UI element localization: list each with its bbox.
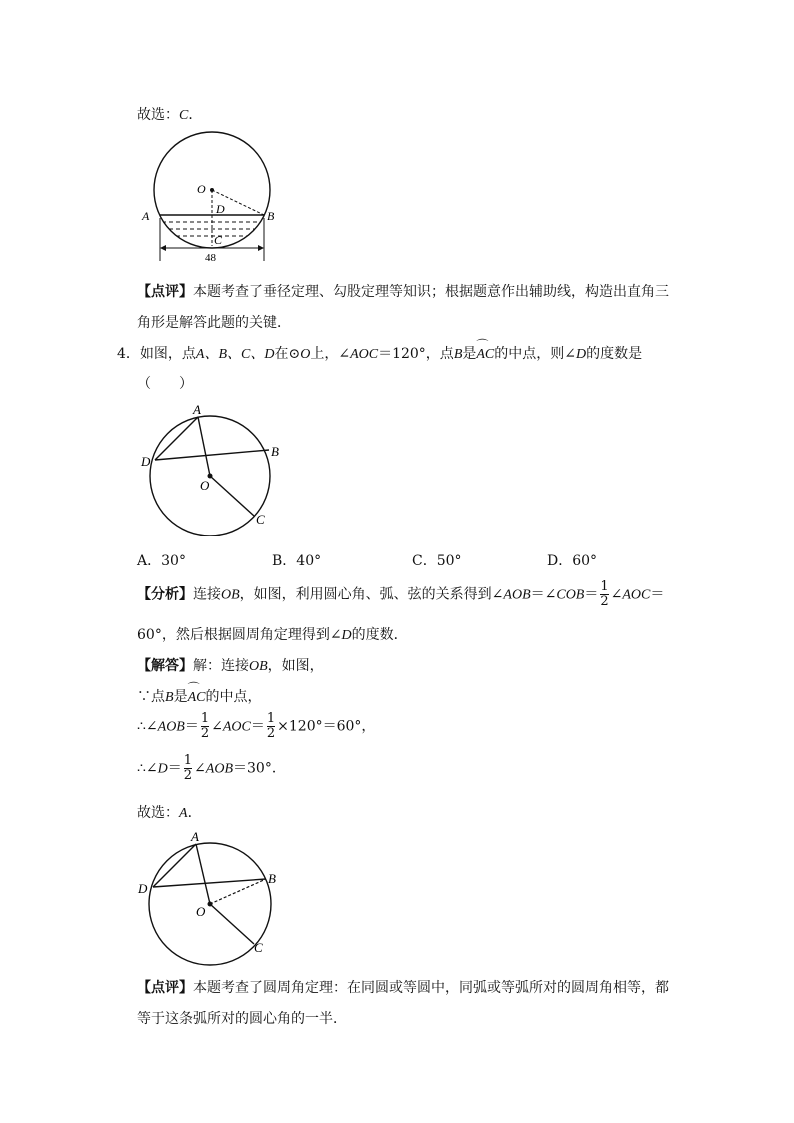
label-width: 48 xyxy=(205,252,216,264)
option-c[interactable]: C．50° xyxy=(412,553,462,569)
svg-text:A: A xyxy=(193,402,201,417)
arc-ac: ⌒ AC xyxy=(476,347,494,363)
svg-text:B: B xyxy=(271,444,279,459)
chord-ad xyxy=(155,417,198,460)
solution-answer: 故选：A． xyxy=(137,805,202,821)
radius-oa xyxy=(198,417,210,476)
figure-q4-solution xyxy=(136,826,288,966)
answer-paren: （ ） xyxy=(137,376,193,392)
prev-review-line1: 【点评】本题考查了垂径定理、勾股定理等知识；根据题意作出辅助线，构造出直角三 xyxy=(137,284,669,300)
q4-stem: 4．如图，点A、B、C、D在⊙O上，∠AOC＝120°，点B是⌒ AC的中点，则∠D的度数是 xyxy=(117,343,642,363)
prev-answer-line: 故选：C． xyxy=(137,107,203,123)
solution-line2: ∵点B是⌒ AC的中点， xyxy=(137,686,261,706)
solution-line4: ∴∠D＝ $\frac{1}{2}$ ∠AOB＝30°． xyxy=(137,753,286,783)
option-b[interactable]: B．40° xyxy=(272,553,322,569)
label-o: O xyxy=(197,182,206,196)
q4-review-line2: 等于这条弧所对的圆心角的一半． xyxy=(137,1011,347,1027)
label-d: D xyxy=(216,202,225,216)
label-a: A xyxy=(142,209,150,223)
analysis-line1: 【分析】连接OB，如图，利用圆心角、弧、弦的关系得到∠AOB＝∠COB＝ $\frac{1}{2}$ ∠AOC＝ xyxy=(137,579,665,609)
svg-text:O: O xyxy=(196,904,206,919)
radius-oa xyxy=(196,844,210,904)
solution-line3: ∴∠AOB＝ $\frac{1}{2}$ ∠AOC＝ $\frac{1}{2}$ ×120°＝60°， xyxy=(137,711,376,741)
prev-review-line2: 角形是解答此题的关键． xyxy=(137,315,291,331)
label-c: C xyxy=(214,233,223,247)
svg-text:D: D xyxy=(138,881,148,896)
fraction-half: $\frac{1}{2}$ xyxy=(600,579,609,609)
svg-text:O: O xyxy=(200,478,210,493)
chord-ad xyxy=(153,844,196,887)
center-dot xyxy=(208,902,213,907)
label-b: B xyxy=(267,209,275,223)
chord-db xyxy=(155,450,269,460)
figure-q4 xyxy=(138,398,288,536)
svg-text:C: C xyxy=(254,940,263,955)
question-number: 4． xyxy=(117,346,140,362)
figure-circle-chord xyxy=(138,128,288,270)
svg-text:C: C xyxy=(256,512,265,527)
answer-letter: C xyxy=(179,108,189,123)
answer-prefix: 故选： xyxy=(137,107,179,123)
solution-line1: 【解答】解：连接OB，如图， xyxy=(137,658,324,674)
q4-review-line1: 【点评】本题考查了圆周角定理：在同圆或等圆中，同弧或等弧所对的圆周角相等，都 xyxy=(137,980,669,996)
solution-tag: 【解答】 xyxy=(137,658,193,674)
center-dot xyxy=(210,188,214,192)
svg-text:A: A xyxy=(191,829,199,844)
review-tag: 【点评】 xyxy=(137,980,193,996)
arc-ac-2: ⌒ AC xyxy=(188,690,206,706)
review-tag: 【点评】 xyxy=(137,284,193,300)
analysis-tag: 【分析】 xyxy=(137,586,193,603)
radius-oc xyxy=(210,476,254,516)
option-a[interactable]: A．30° xyxy=(137,553,186,569)
svg-text:B: B xyxy=(268,871,276,886)
radius-oc xyxy=(210,904,254,944)
analysis-line2: 60°，然后根据圆周角定理得到∠D的度数． xyxy=(137,627,408,643)
option-d[interactable]: D．60° xyxy=(547,553,598,569)
svg-text:D: D xyxy=(141,454,151,469)
chord-db xyxy=(153,879,266,887)
